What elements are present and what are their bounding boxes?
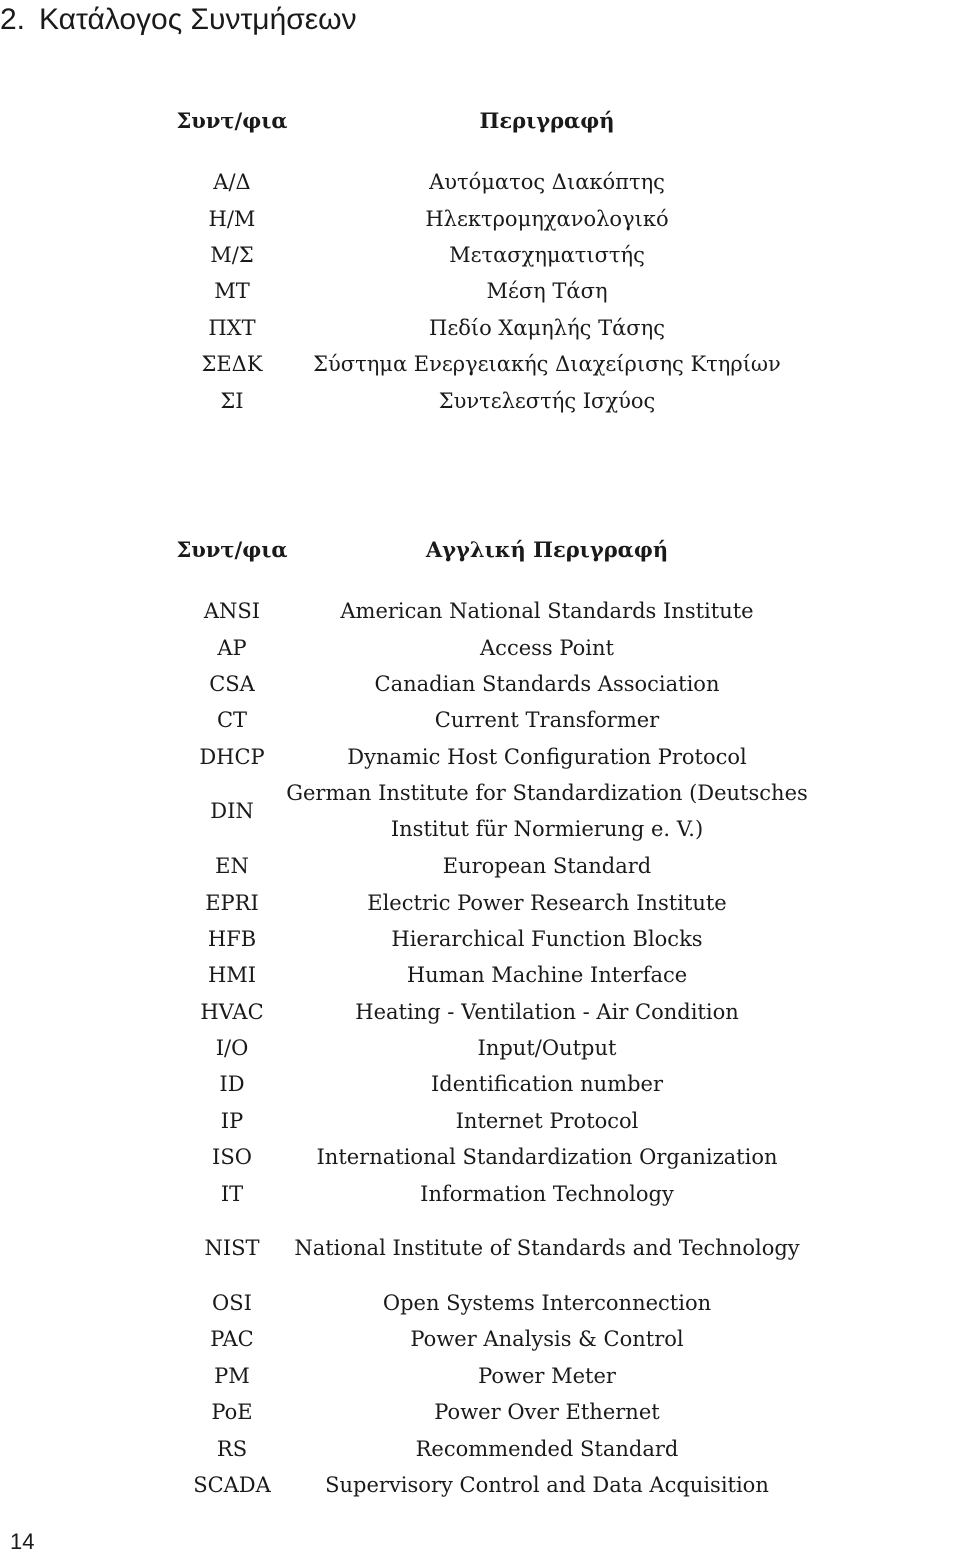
description-cell: Πεδίο Χαμηλής Τάσης: [429, 315, 665, 340]
table-row: [0, 593, 960, 629]
description-cell: Heating - Ventilation - Air Condition: [355, 999, 739, 1024]
abbreviation-cell: RS: [216, 1436, 248, 1461]
description-header: Αγγλική Περιγραφή: [425, 536, 669, 562]
table-row: [0, 1321, 960, 1357]
table-row: [0, 1139, 960, 1175]
table-row: [0, 164, 960, 200]
table-row: [0, 994, 960, 1030]
abbreviation-cell: PoE: [211, 1400, 253, 1425]
description-cell: Identification number: [430, 1072, 663, 1097]
table-row: [0, 957, 960, 993]
table-row: [0, 200, 960, 236]
description-cell: European Standard: [442, 854, 652, 879]
description-cell: American National Standards Institute: [340, 599, 754, 624]
description-cell: Supervisory Control and Data Acquisition: [325, 1473, 769, 1497]
abbreviation-cell: Μ/Σ: [210, 242, 254, 267]
abbreviation-cell: CT: [216, 708, 248, 733]
table-row: [0, 775, 960, 848]
description-cell: Αυτόματος Διακόπτης: [429, 170, 665, 195]
description-header: Περιγραφή: [479, 107, 615, 133]
table-row: [0, 921, 960, 957]
description-cell: Human Machine Interface: [406, 963, 688, 988]
page-number: 14: [10, 1529, 35, 1554]
abbreviation-cell: ΠΧΤ: [208, 315, 256, 340]
table-row: [0, 1212, 960, 1285]
greek-abbreviations-table: [0, 98, 960, 419]
table-row: [0, 1358, 960, 1394]
description-cell: Συντελεστής Ισχύος: [438, 388, 656, 413]
table-header-row: [0, 527, 960, 571]
abbreviation-cell: HFB: [207, 926, 257, 951]
table-row: [0, 273, 960, 309]
description-cell: German Institute for Standardization (Deutsches Institut für Normierung e. V.): [286, 780, 808, 842]
abbreviation-cell: HMI: [207, 963, 257, 988]
description-cell: Internet Protocol: [455, 1108, 639, 1133]
description-cell: Information Technology: [420, 1181, 674, 1206]
table-header-row: [0, 98, 960, 142]
table-row: [0, 629, 960, 665]
table-row: [0, 382, 960, 418]
section-title: Κατάλογος Συντμήσεων: [39, 3, 357, 36]
abbreviation-cell: DIN: [210, 799, 254, 824]
table-row: [0, 666, 960, 702]
abbreviation-cell: ANSI: [203, 599, 261, 624]
abbreviation-cell: CSA: [209, 671, 255, 696]
abbreviation-cell: HVAC: [200, 999, 264, 1024]
abbreviation-cell: DHCP: [199, 744, 265, 769]
section-heading: [0, 0, 357, 40]
description-cell: National Institute of Standards and Technology: [294, 1236, 800, 1261]
abbreviation-cell: OSI: [212, 1291, 252, 1316]
description-cell: Electric Power Research Institute: [367, 890, 727, 915]
abbreviation-cell: NIST: [204, 1236, 260, 1261]
description-cell: Μέση Τάση: [486, 279, 608, 304]
description-cell: Dynamic Host Configuration Protocol: [347, 744, 747, 769]
abbreviation-cell: EN: [215, 854, 249, 879]
table-row: [0, 848, 960, 884]
abbreviation-cell: IP: [220, 1108, 244, 1133]
table-row: [0, 702, 960, 738]
description-cell: Access Point: [480, 635, 614, 660]
description-cell: Power Over Ethernet: [434, 1400, 660, 1425]
table-row: [0, 1103, 960, 1139]
abbreviation-cell: PAC: [210, 1327, 254, 1352]
abbreviation-cell: I/O: [215, 1036, 249, 1061]
description-cell: Power Analysis & Control: [410, 1327, 684, 1352]
table-row: [0, 237, 960, 273]
abbreviation-header: Συντ/φια: [176, 536, 288, 562]
abbreviation-cell: ID: [219, 1072, 245, 1097]
abbreviation-cell: PM: [214, 1363, 250, 1388]
description-cell: Current Transformer: [434, 708, 660, 733]
table-row: [0, 1430, 960, 1466]
table-row: [0, 739, 960, 775]
description-cell: International Standardization Organization: [316, 1145, 778, 1170]
table-row: [0, 310, 960, 346]
description-cell: Recommended Standard: [415, 1436, 679, 1461]
description-cell: Power Meter: [478, 1363, 616, 1388]
abbreviation-cell: ΣΙ: [220, 388, 244, 413]
description-cell: Open Systems Interconnection: [382, 1291, 712, 1316]
table-row: [0, 1030, 960, 1066]
table-row: [0, 1285, 960, 1321]
abbreviation-cell: ISO: [212, 1145, 252, 1170]
table-row: [0, 1394, 960, 1430]
description-cell: Input/Output: [477, 1036, 617, 1061]
abbreviation-cell: IT: [220, 1181, 244, 1206]
table-row: [0, 1467, 960, 1503]
abbreviation-cell: SCADA: [193, 1473, 271, 1497]
description-cell: Canadian Standards Association: [374, 671, 720, 696]
abbreviation-cell: EPRI: [205, 890, 259, 915]
table-row: [0, 884, 960, 920]
description-cell: Μετασχηματιστής: [449, 242, 645, 267]
abbreviation-header: Συντ/φια: [176, 107, 288, 133]
abbreviation-cell: ΜΤ: [214, 279, 250, 304]
table-row: [0, 346, 960, 382]
description-cell: Σύστημα Ενεργειακής Διαχείρισης Κτηρίων: [313, 352, 781, 377]
table-row: [0, 1066, 960, 1102]
english-abbreviations-table: [0, 527, 960, 1503]
description-cell: Hierarchical Function Blocks: [391, 926, 703, 951]
abbreviation-cell: Η/Μ: [208, 206, 256, 231]
section-number: 2.: [0, 3, 26, 36]
description-cell: Ηλεκτρομηχανολογικό: [425, 206, 669, 231]
abbreviation-cell: Α/Δ: [213, 170, 251, 195]
abbreviation-cell: AP: [217, 635, 247, 660]
abbreviation-cell: ΣΕΔΚ: [201, 352, 263, 377]
table-row: [0, 1175, 960, 1211]
